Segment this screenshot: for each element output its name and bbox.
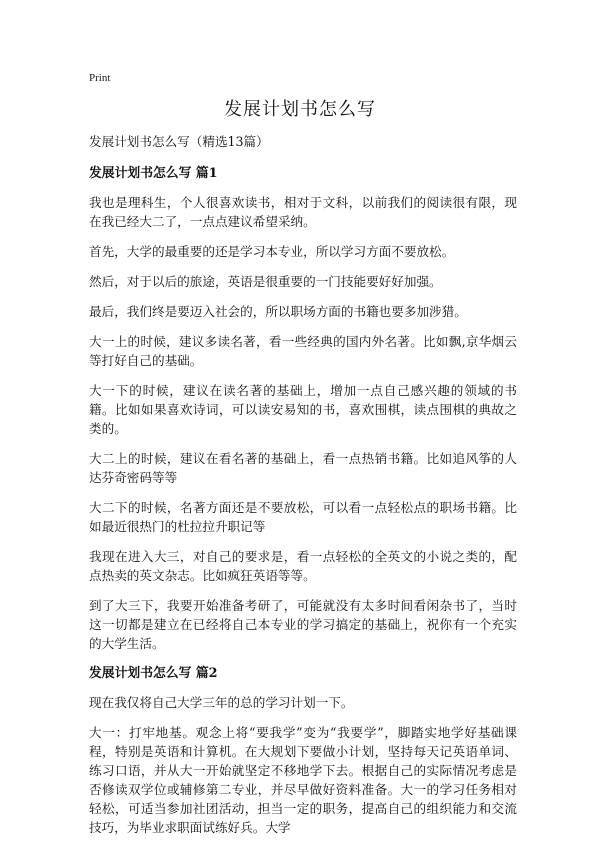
paragraph: 然后，对于以后的旅途，英语是很重要的一门技能要好好加强。 bbox=[89, 274, 442, 289]
paragraph: 最后，我们终是要迈入社会的，所以职场方面的书籍也要多加涉猎。 bbox=[89, 304, 467, 319]
paragraph: 大一：打牢地基。观念上将“要我学”变为“我要学”，脚踏实地学好基础课程，特别是英语和计算机。在大规划下要做小计划，坚持每天记英语单词、练习口语，并从大一开始就坚定不移地学下去。根据自己的实际情况考虑是否修读双学位或辅修第二专业，并尽早做好资料准备。大一的学习任务相对轻松，可适当参加社团活动，担当一定的职务，提高自己的组织能力和交流技巧，为毕业求职面试练好兵。大学 bbox=[89, 725, 517, 835]
print-link[interactable]: Print bbox=[89, 72, 111, 84]
article-subtitle: 发展计划书怎么写（精选13篇） bbox=[89, 134, 269, 149]
section-heading: 发展计划书怎么写 篇2 bbox=[89, 666, 218, 681]
paragraph: 我现在进入大三，对自己的要求是，看一点轻松的全英文的小说之类的，配点热卖的英文杂志。比如疯狂英语等等。 bbox=[89, 549, 517, 583]
paragraph: 我也是理科生，个人很喜欢读书，相对于文科，以前我们的阅读很有限，现在我已经大二了，一点点建议希望采纳。 bbox=[89, 195, 517, 229]
page-title: 发展计划书怎么写 bbox=[224, 99, 376, 120]
paragraph: 现在我仅将自己大学三年的总的学习计划一下。 bbox=[89, 695, 354, 710]
paragraph: 大一上的时候，建议多读名著，看一些经典的国内外名著。比如飘,京华烟云等打好自己的基础。 bbox=[89, 334, 517, 368]
paragraph: 大二上的时候，建议在看名著的基础上，看一点热销书籍。比如追风筝的人达芬奇密码等等 bbox=[89, 451, 517, 485]
paragraph: 大二下的时候，名著方面还是不要放松，可以看一点轻松点的职场书籍。比如最近很热门的杜拉拉升职记等 bbox=[89, 500, 517, 534]
article-body bbox=[89, 132, 517, 848]
section-2 bbox=[89, 664, 517, 837]
section-1 bbox=[89, 164, 517, 653]
paragraph: 首先，大学的最重要的还是学习本专业，所以学习方面不要放松。 bbox=[89, 244, 455, 259]
paragraph: 到了大三下，我要开始准备考研了，可能就没有太多时间看闲杂书了，当时这一切都是建立在已经将自己本专业的学习搞定的基础上，祝你有一个充实的大学生活。 bbox=[89, 598, 517, 651]
section-heading: 发展计划书怎么写 篇1 bbox=[89, 166, 218, 181]
paragraph: 大一下的时候，建议在读名著的基础上，增加一点自己感兴趣的领域的书籍。比如如果喜欢诗词，可以读安易知的书，喜欢围棋，读点围棋的典故之类的。 bbox=[89, 383, 517, 436]
